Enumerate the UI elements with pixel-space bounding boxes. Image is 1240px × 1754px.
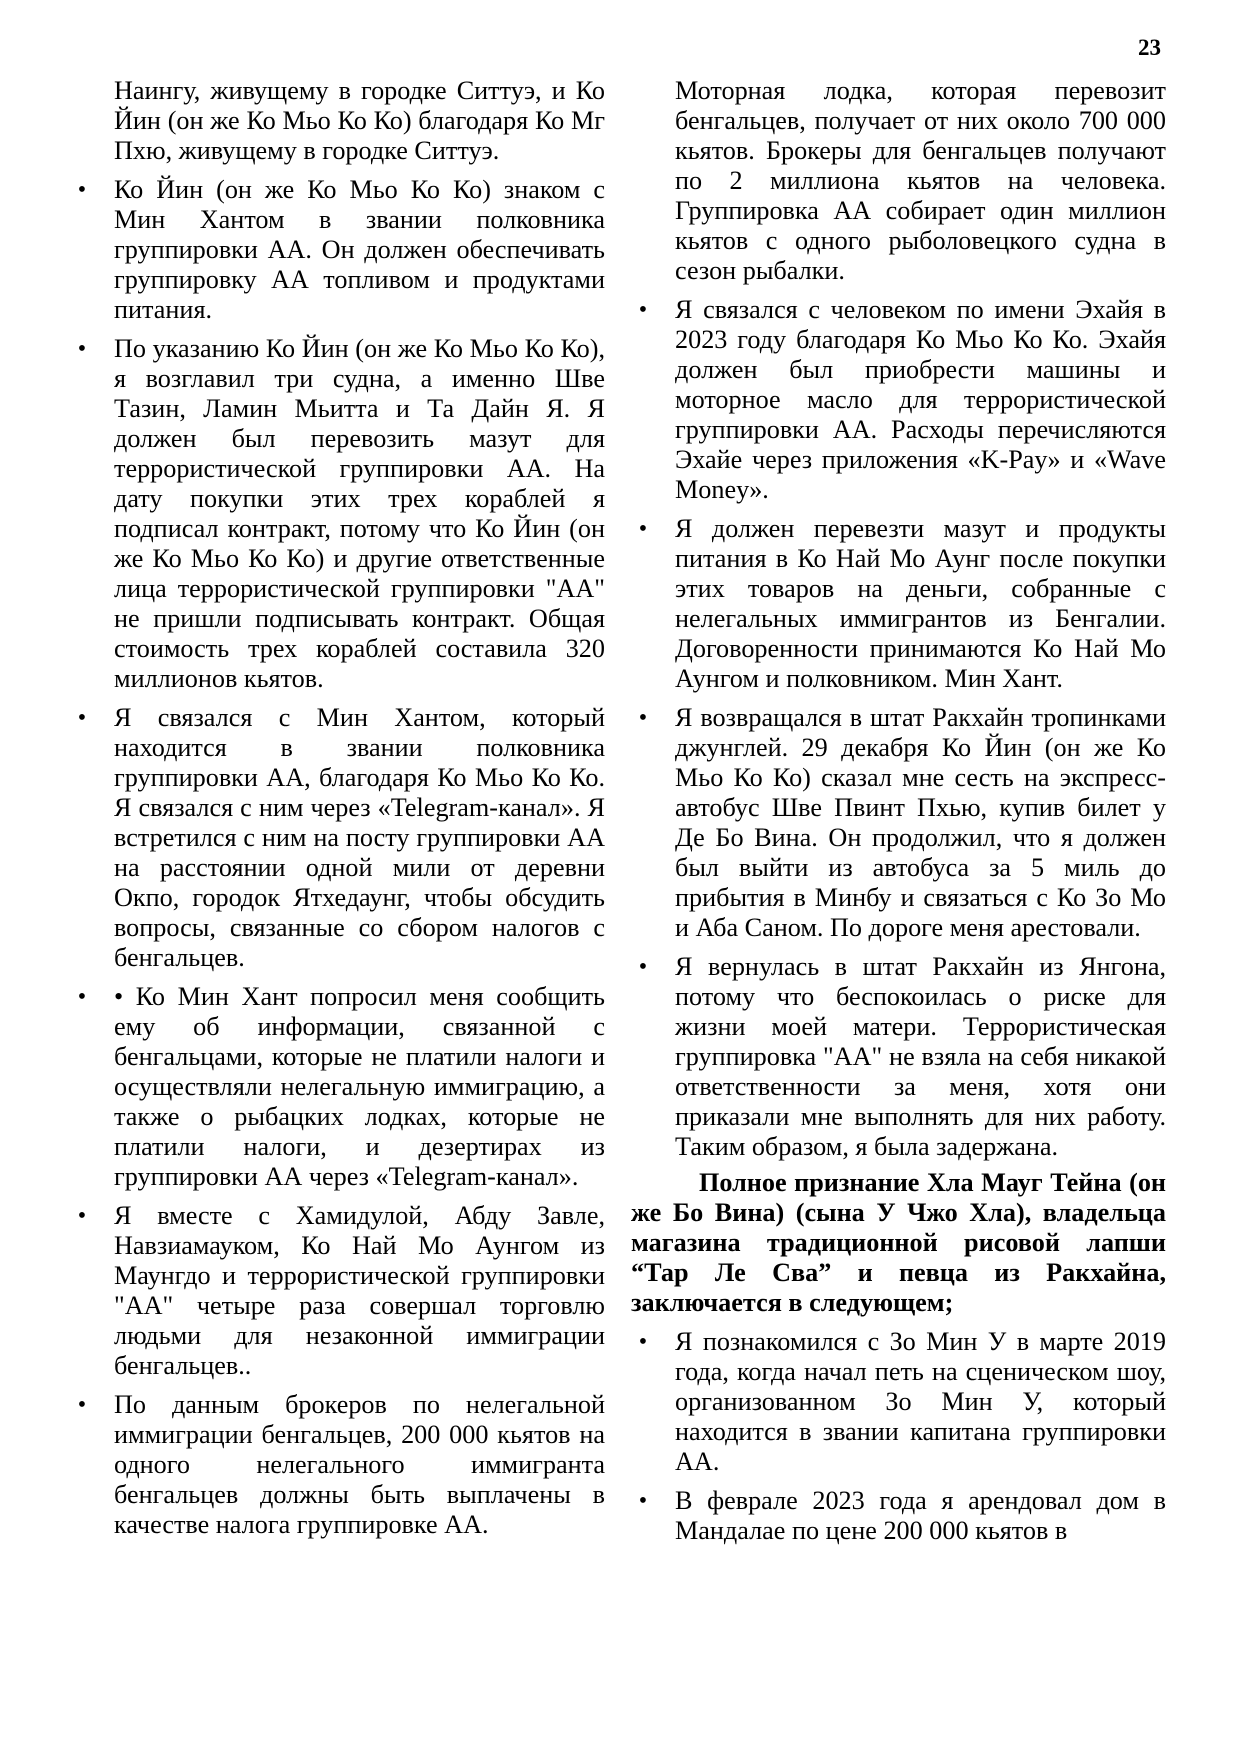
list-item-text: Я связался с человеком по имени Эхайя в 2023 году благодаря Ко Мьо Ко Ко. Эхайя должен был приобрести машины и моторное масло для террористической группировки АА. Расходы перечисляются Эхайе через приложения «K-Pay» и «Wave Money». (675, 295, 1166, 504)
list-item (70, 175, 605, 325)
list-item-text: Я вернулась в штат Ракхайн из Янгона, потому что беспокоилась о риске для жизни моей матери. Террористическая группировка "АА" не взяла на себя никакой ответственности за меня, хотя они приказали мне выполнять для них работу. Таким образом, я была задержана. (675, 952, 1166, 1161)
list-item-text: Я вместе с Хамидулой, Абду Завле, Навзиамауком, Ко Най Мо Аунгом из Маунгдо и террористической группировки "АА" четыре раза совершал торговлю людьми для незаконной иммиграции бенгальцев.. (114, 1201, 605, 1380)
right-bullet-list-2 (631, 1327, 1166, 1546)
list-item-text: Ко Йин (он же Ко Мьо Ко Ко) знаком с Мин Хантом в звании полковника группировки АА. Он должен обеспечивать группировку АА топливом и продуктами питания. (114, 175, 605, 324)
bullet-icon: • (77, 705, 87, 731)
list-item (631, 514, 1166, 694)
list-item (70, 1390, 605, 1540)
bullet-icon: • (77, 336, 87, 362)
right-intro-paragraph: Моторная лодка, которая перевозит бенгальцев, получает от них около 700 000 кьятов. Брокеры для бенгальцев получают по 2 миллиона кьятов на человека. Группировка АА собирает один миллион кьятов с одного рыболовецкого судна в сезон рыбалки. (675, 76, 1166, 285)
list-item-text: По данным брокеров по нелегальной иммиграции бенгальцев, 200 000 кьятов на одного нелегального иммигранта бенгальцев должны быть выплачены в качестве налога группировке АА. (114, 1390, 605, 1539)
list-item-text: Я возвращался в штат Ракхайн тропинками джунглей. 29 декабря Ко Йин (он же Ко Мьо Ко Ко) сказал мне сесть на экспресс-автобус Шве Пвинт Пхью, купив билет у Де Бо Вина. Он продолжил, что я должен был выйти из автобуса за 5 миль до прибытия в Минбу и связаться с Ко Зо Мо и Аба Саном. По дороге меня арестовали. (675, 703, 1166, 942)
bullet-icon: • (638, 1488, 648, 1514)
list-item (631, 952, 1166, 1162)
list-item (631, 1486, 1166, 1546)
list-item-text: Я познакомился с Зо Мин У в марте 2019 года, когда начал петь на сценическом шоу, организованном Зо Мин У, который находится в звании капитана группировки АА. (675, 1327, 1166, 1476)
list-item (631, 1327, 1166, 1477)
right-bullet-list (631, 295, 1166, 1162)
list-item (70, 982, 605, 1192)
list-item-text: • Ко Мин Хант попросил меня сообщить ему об информации, связанной с бенгальцами, которые не платили налоги и осуществляли нелегальную иммиграцию, а также о рыбацких лодках, которые не платили налоги, и дезертирах из группировки АА через «Telegram-канал». (114, 982, 605, 1191)
right-column (631, 76, 1166, 1546)
list-item (631, 295, 1166, 505)
bullet-icon: • (638, 1329, 648, 1355)
bullet-icon: • (77, 984, 87, 1010)
left-intro-paragraph: Наингу, живущему в городке Ситтуэ, и Ко Йин (он же Ко Мьо Ко Ко) благодаря Ко Мг Пхю, живущему в городке Ситтуэ. (114, 76, 605, 165)
bullet-icon: • (77, 1203, 87, 1229)
bullet-icon: • (77, 1392, 87, 1418)
list-item-text: По указанию Ко Йин (он же Ко Мьо Ко Ко), я возглавил три судна, а именно Шве Тазин, Ламин Мьитта и Та Дайн Я. Я должен был перевозить мазут для террористической группировки АА. На дату покупки этих трех кораблей я подписал контракт, потому что Ко Йин (он же Ко Мьо Ко Ко) и другие ответственные лица террористической группировки "АА" не пришли подписывать контракт. Общая стоимость трех кораблей составила 320 миллионов кьятов. (114, 334, 605, 693)
bullet-icon: • (638, 954, 648, 980)
list-item-text: В феврале 2023 года я арендовал дом в Мандалае по цене 200 000 кьятов в (675, 1486, 1166, 1545)
list-item-text: Я связался с Мин Хантом, который находится в звании полковника группировки АА, благодаря Ко Мьо Ко Ко. Я связался с ним через «Telegram-канал». Я встретился с ним на посту группировки АА на расстоянии одной мили от деревни Окпо, городок Ятхедаунг, чтобы обсудить вопросы, связанные со сбором налогов с бенгальцев. (114, 703, 605, 972)
list-item (70, 1201, 605, 1381)
section-heading: Полное признание Хла Мауг Тейна (он же Бо Вина) (сына У Чжо Хла), владельца магазина традиционной рисовой лапши “Тар Ле Сва” и певца из Ракхайна, заключается в следующем; (631, 1168, 1166, 1317)
list-item (70, 334, 605, 694)
page-number: 23 (1138, 35, 1161, 60)
list-item (631, 703, 1166, 943)
list-item (70, 703, 605, 973)
bullet-icon: • (638, 516, 648, 542)
bullet-icon: • (77, 177, 87, 203)
left-column (70, 76, 605, 1540)
bullet-icon: • (638, 705, 648, 731)
left-bullet-list (70, 175, 605, 1540)
list-item-text: Я должен перевезти мазут и продукты питания в Ко Най Мо Аунг после покупки этих товаров на деньги, собранные с нелегальных иммигрантов из Бенгалии. Договоренности принимаются Ко Най Мо Аунгом и полковником. Мин Хант. (675, 514, 1166, 693)
bullet-icon: • (638, 297, 648, 323)
